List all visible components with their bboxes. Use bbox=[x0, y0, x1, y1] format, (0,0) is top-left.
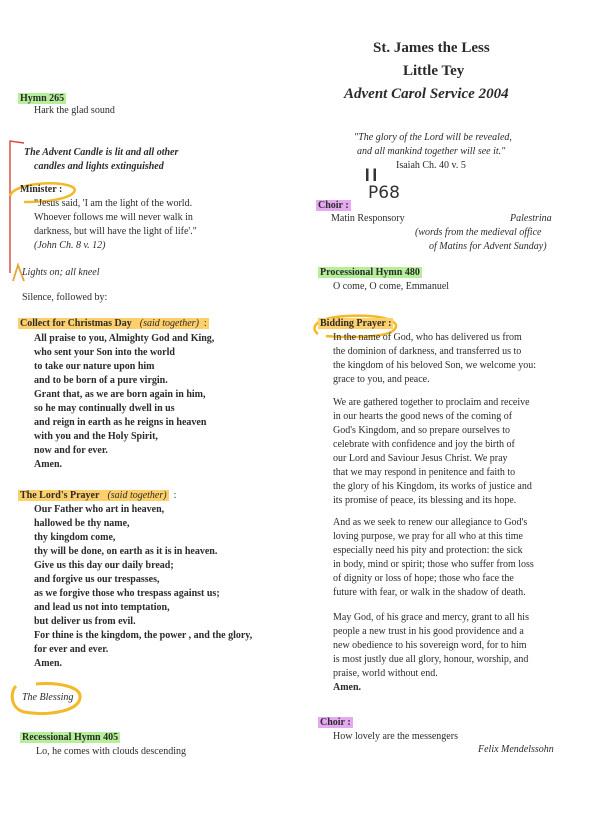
choir-1-label: Choir : bbox=[318, 200, 349, 211]
handwritten-roman-numeral: II bbox=[363, 166, 379, 186]
epigraph-line-1: "The glory of the Lord will be revealed, bbox=[354, 132, 512, 143]
choir-1-note-1: (words from the medieval office bbox=[415, 227, 542, 238]
lords-prayer-line: Give us this day our daily bread; bbox=[34, 560, 174, 571]
lords-prayer-line: Our Father who art in heaven, bbox=[34, 504, 165, 515]
advent-candle-line-2: candles and lights extinguished bbox=[34, 161, 164, 172]
lords-prayer-line: as we forgive those who trespass against us; bbox=[34, 588, 220, 599]
bidding-line: grace to you, and peace. bbox=[333, 374, 430, 385]
collect-line: to take our nature upon him bbox=[34, 361, 155, 372]
collect-line: and to be born of a pure virgin. bbox=[34, 375, 168, 386]
bidding-line: May God, of his grace and mercy, grant to all his bbox=[333, 612, 529, 623]
hymn-265-title: Hark the glad sound bbox=[34, 105, 115, 116]
bidding-paragraph-2 bbox=[333, 396, 532, 508]
lords-prayer-line: thy will be done, on earth as it is in heaven. bbox=[34, 546, 218, 557]
collect-text bbox=[34, 332, 214, 472]
bidding-prayer-label: Bidding Prayer : bbox=[320, 318, 392, 329]
minister-line: "Jesus said, 'I am the light of the world. bbox=[34, 198, 193, 209]
minister-line: Whoever follows me will never walk in bbox=[34, 212, 193, 223]
page-title: St. James the Less bbox=[373, 40, 490, 56]
epigraph-line-2: and all mankind together will see it." bbox=[357, 146, 506, 157]
collect-line: Grant that, as we are born again in him, bbox=[34, 389, 206, 400]
lords-prayer-line: Amen. bbox=[34, 658, 63, 669]
lords-prayer-line: but deliver us from evil. bbox=[34, 616, 136, 627]
bidding-line: is most justly due all glory, honour, worship, and bbox=[333, 654, 529, 665]
collect-line: so he may continually dwell in us bbox=[34, 403, 175, 414]
lords-prayer-line: thy kingdom come, bbox=[34, 532, 116, 543]
processional-hymn-label: Processional Hymn 480 bbox=[320, 267, 420, 278]
lords-prayer-line: hallowed be thy name, bbox=[34, 518, 130, 529]
bidding-line: of dignity or loss of hope; those who face the bbox=[333, 573, 514, 584]
bidding-line: in body, mind or spirit; those who suffer from loss bbox=[333, 559, 534, 570]
bidding-line: especially need his pity and protection: the sick bbox=[333, 545, 523, 556]
bidding-paragraph-3 bbox=[333, 516, 534, 600]
parish-name: Little Tey bbox=[403, 63, 465, 79]
lights-on-instruction: Lights on; all kneel bbox=[22, 267, 100, 278]
choir-1-note-2: of Matins for Advent Sunday) bbox=[429, 241, 547, 252]
bidding-line: that we may respond in penitence and faith to bbox=[333, 467, 516, 478]
bidding-line: the glory of his Kingdom, its works of justice and bbox=[333, 481, 532, 492]
choir-1-item: Matin Responsory bbox=[331, 213, 405, 224]
collect-line: now and for ever. bbox=[34, 445, 108, 456]
bidding-paragraph-1 bbox=[333, 331, 536, 387]
recessional-hymn-label: Recessional Hymn 405 bbox=[22, 732, 119, 743]
collect-line: and reign in earth as he reigns in heaven bbox=[34, 417, 207, 428]
bidding-amen: Amen. bbox=[333, 682, 362, 693]
lords-prayer-line: for ever and ever. bbox=[34, 644, 109, 655]
hymn-265-label: Hymn 265 bbox=[20, 93, 65, 104]
bidding-line: praise, world without end. bbox=[333, 668, 438, 679]
bidding-line: the kingdom of his beloved Son, we welcome you: bbox=[333, 360, 537, 371]
bidding-line: new obedience to his sovereign word, for to him bbox=[333, 640, 527, 651]
collect-line: with you and the Holy Spirit, bbox=[34, 431, 158, 442]
bidding-paragraph-4 bbox=[333, 611, 529, 695]
bidding-line: God's Kingdom, and so prepare ourselves to bbox=[333, 425, 511, 436]
bidding-line: We are gathered together to proclaim and receive bbox=[333, 397, 530, 408]
bidding-line: in our hearts the good news of the coming of bbox=[333, 411, 513, 422]
choir-1-composer: Palestrina bbox=[510, 213, 552, 224]
minister-line: (John Ch. 8 v. 12) bbox=[34, 240, 106, 251]
lords-prayer-line: and forgive us our trespasses, bbox=[34, 574, 160, 585]
bidding-line: loving purpose, we pray for all who at this time bbox=[333, 531, 523, 542]
service-title: Advent Carol Service 2004 bbox=[344, 86, 509, 102]
lords-prayer-text bbox=[34, 503, 252, 671]
lords-prayer-heading: The Lord's Prayer (said together) : bbox=[20, 490, 177, 501]
bidding-line: our Lord and Saviour Jesus Christ. We pray bbox=[333, 453, 508, 464]
collect-line: All praise to you, Almighty God and King, bbox=[34, 333, 215, 344]
bidding-line: And as we seek to renew our allegiance to God's bbox=[333, 517, 528, 528]
bidding-line: people a new trust in his good providence and a bbox=[333, 626, 524, 637]
minister-label: Minister : bbox=[20, 184, 63, 195]
lords-prayer-line: and lead us not into temptation, bbox=[34, 602, 170, 613]
bidding-line: future with fear, or walk in the shadow of death. bbox=[333, 587, 526, 598]
bidding-line: In the name of God, who has delivered us from bbox=[333, 332, 522, 343]
handwritten-page-number: P68 bbox=[368, 183, 400, 203]
silence-instruction: Silence, followed by: bbox=[22, 292, 108, 303]
minister-line: darkness, but will have the light of life'." bbox=[34, 226, 197, 237]
bidding-line: its promise of peace, its blessing and its hope. bbox=[333, 495, 517, 506]
recessional-hymn-title: Lo, he comes with clouds descending bbox=[36, 746, 186, 757]
choir-2-item: How lovely are the messengers bbox=[333, 731, 458, 742]
choir-2-composer: Felix Mendelssohn bbox=[478, 744, 554, 755]
epigraph-reference: Isaiah Ch. 40 v. 5 bbox=[396, 160, 466, 171]
bidding-line: the dominion of darkness, and transferred us to bbox=[333, 346, 522, 357]
advent-candle-line-1: The Advent Candle is lit and all other bbox=[24, 147, 179, 158]
collect-line: Amen. bbox=[34, 459, 63, 470]
collect-line: who sent your Son into the world bbox=[34, 347, 175, 358]
processional-hymn-title: O come, O come, Emmanuel bbox=[333, 281, 450, 292]
collect-heading: Collect for Christmas Day (said together) : bbox=[20, 318, 207, 329]
bidding-line: celebrate with confidence and joy the birth of bbox=[333, 439, 515, 450]
minister-reading bbox=[34, 197, 197, 253]
choir-2-label: Choir : bbox=[320, 717, 351, 728]
blessing-label: The Blessing bbox=[22, 692, 74, 703]
lords-prayer-line: For thine is the kingdom, the power , and the glory, bbox=[34, 630, 253, 641]
